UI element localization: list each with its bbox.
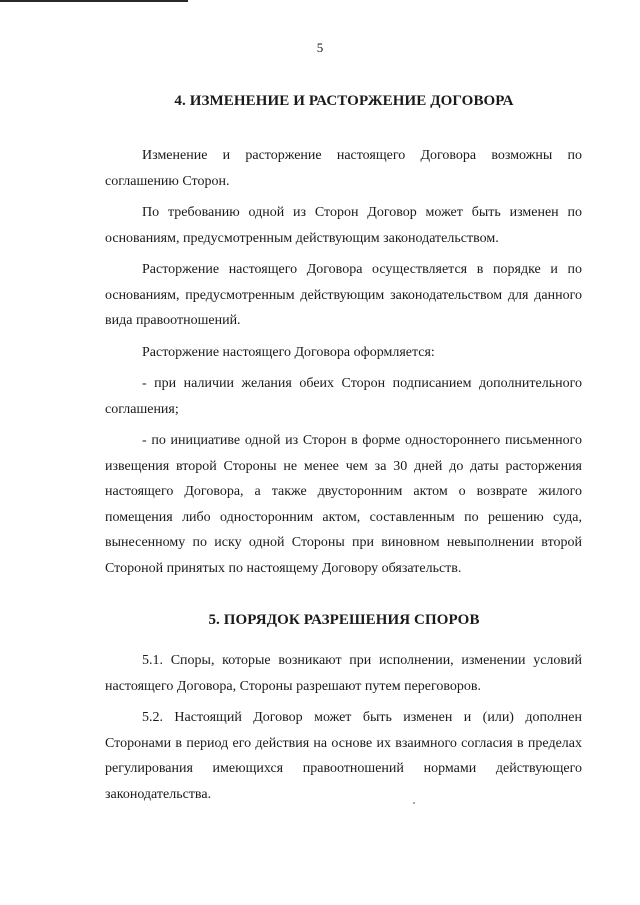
section-4-paragraph-3: Расторжение настоящего Договора осуществляется в порядке и по основаниям, предусмотренным действующим законодательством для данного вида правоотношений. — [105, 262, 582, 328]
section-4-list-item-2: - по инициативе одной из Сторон в форме одностороннего письменного извещения второй Стороны не менее чем за 30 дней до даты расторжения настоящего Договора, а также двусторонним актом о возврате жилого помещения либо односторонним актом, составленным по решению суда, вынесенному по иску одной Стороны при виновном невыполнении второй Стороной принятых по настоящему Договору обязательств. — [105, 433, 582, 576]
section-4-heading: 4. ИЗМЕНЕНИЕ И РАСТОРЖЕНИЕ ДОГОВОРА — [174, 93, 514, 109]
section-5-paragraph-2: 5.2. Настоящий Договор может быть изменен и (или) дополнен Сторонами в период его действия на основе их взаимного согласия в пределах регулирования имеющихся правоотношений нормами действующего законодательства. — [105, 710, 582, 802]
section-4-paragraph-2: По требованию одной из Сторон Договор может быть изменен по основаниям, предусмотренным действующим законодательством. — [105, 205, 582, 246]
section-5-paragraph-1: 5.1. Споры, которые возникают при исполнении, изменении условий настоящего Договора, Стороны разрешают путем переговоров. — [105, 653, 582, 694]
section-4-paragraph-4: Расторжение настоящего Договора оформляется: — [142, 344, 435, 360]
section-4-list-item-1: - при наличии желания обеих Сторон подписанием дополнительного соглашения; — [105, 376, 582, 417]
page-number: 5 — [316, 40, 324, 55]
section-5-heading: 5. ПОРЯДОК РАЗРЕШЕНИЯ СПОРОВ — [208, 612, 480, 628]
section-4-paragraph-1: Изменение и расторжение настоящего Договора возможны по соглашению Сторон. — [105, 148, 582, 189]
section-4-body — [105, 143, 582, 587]
section-5-body — [105, 648, 582, 813]
scan-speck — [413, 802, 415, 804]
scan-edge-line — [0, 0, 188, 2]
